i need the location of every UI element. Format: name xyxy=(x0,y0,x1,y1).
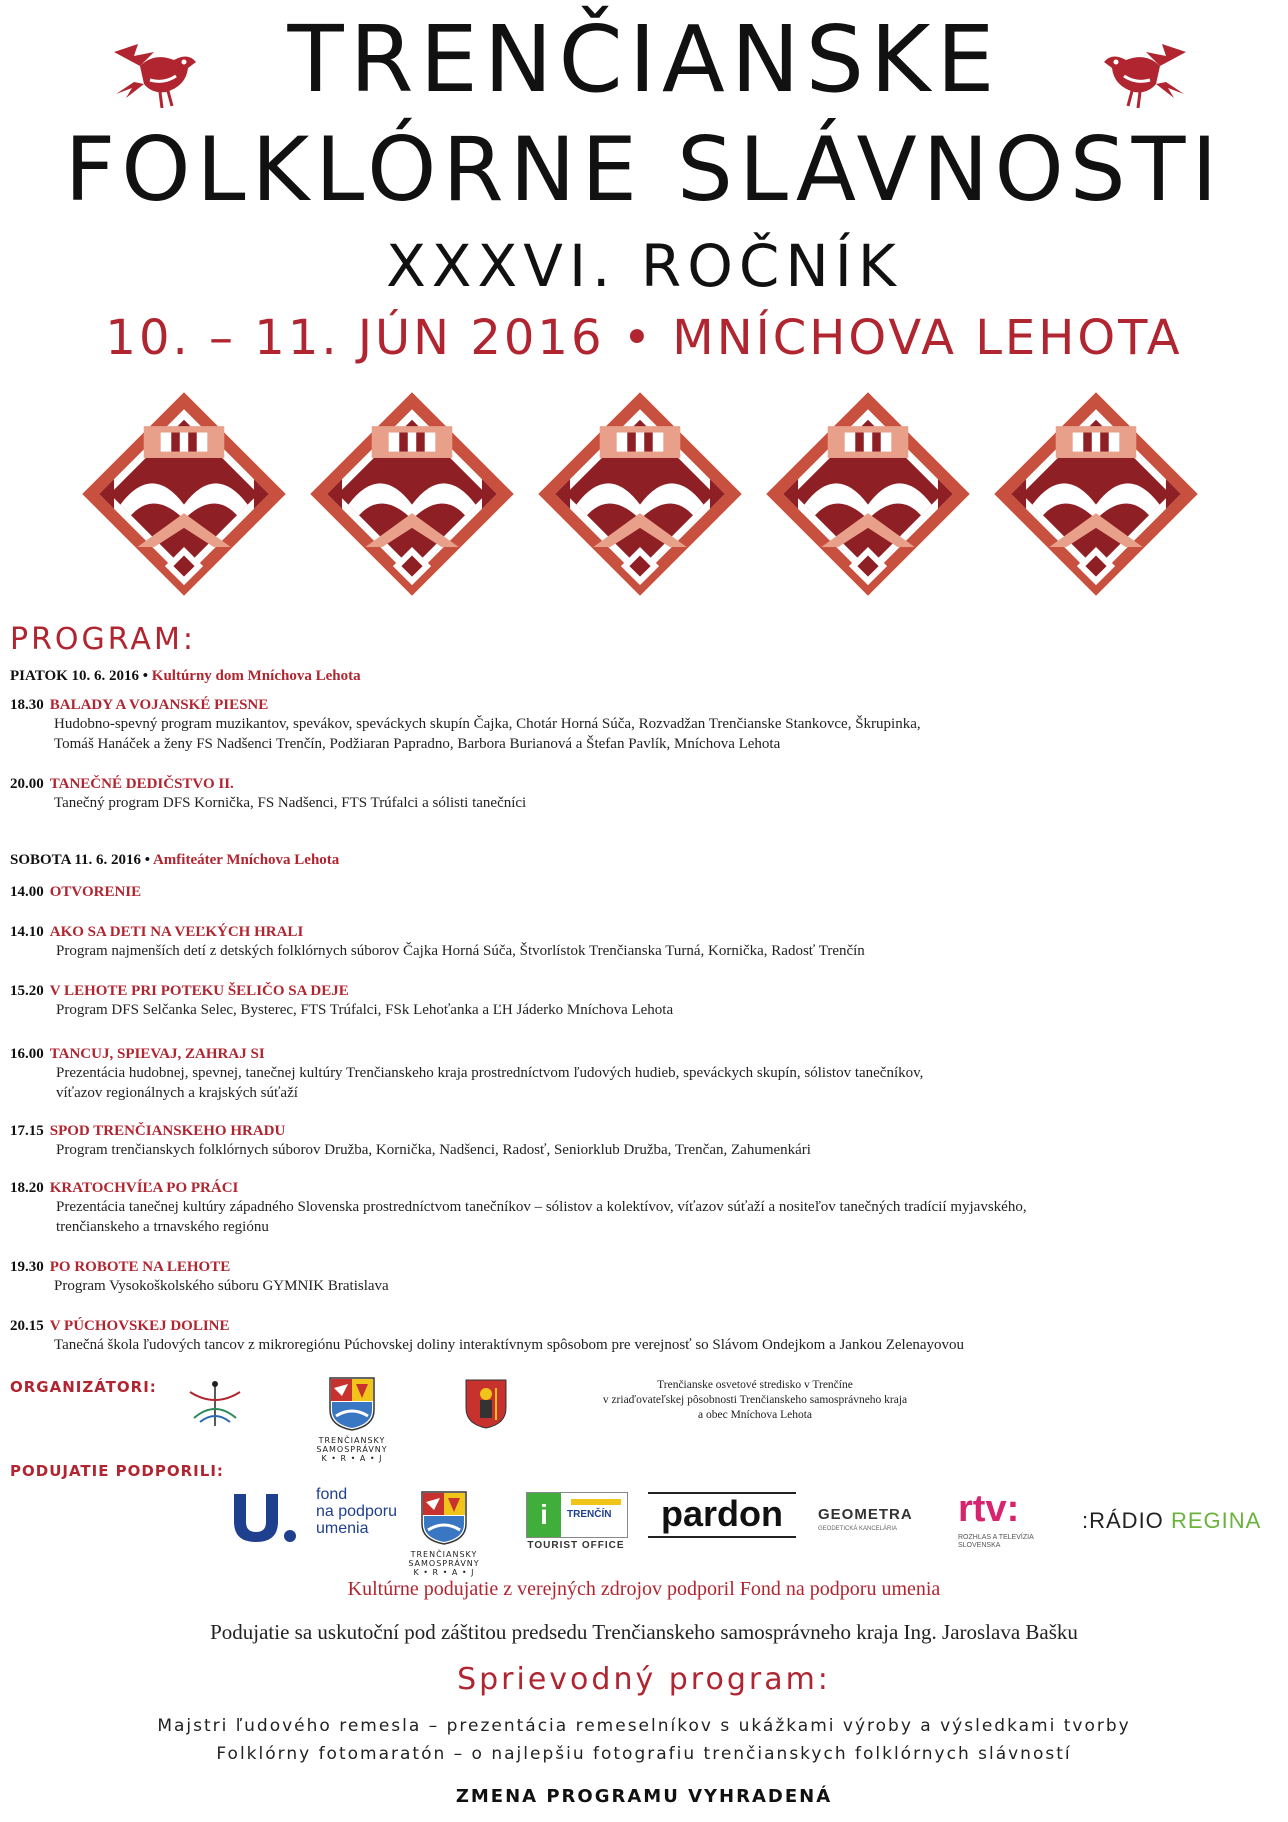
accompanying-heading: Sprievodný program: xyxy=(457,1662,831,1697)
geometra-logo: GEOMETRA xyxy=(818,1506,913,1523)
event-description: Tanečný program DFS Kornička, FS Nadšenci, FTS Trúfalci a sólisti tanečníci xyxy=(54,795,527,811)
event-description: Program najmenších detí z detských folklórnych súborov Čajka Horná Súča, Štvorlístok Trenčianska Turná, Kornička, Radosť Trenčín xyxy=(56,943,865,959)
tsk-caption xyxy=(408,1550,480,1577)
organizers-text-line: a obec Mníchova Lehota xyxy=(698,1409,812,1421)
event-time: 18.30 xyxy=(10,697,44,713)
event-name: V PÚCHOVSKEJ DOLINE xyxy=(49,1318,230,1334)
event-name: PO ROBOTE NA LEHOTE xyxy=(49,1259,231,1275)
fond-text-line: fond xyxy=(316,1486,348,1503)
rtv-subtitle-line: ROZHLAS A TELEVÍZIA xyxy=(958,1534,1034,1541)
rtv-logo: rtv: xyxy=(958,1488,1020,1530)
geometra-subtitle: GEODETICKÁ KANCELÁRIA xyxy=(818,1526,898,1532)
radio-prefix: RÁDIO xyxy=(1089,1508,1164,1533)
date-place: 10. – 11. JÚN 2016 • MNÍCHOVA LEHOTA xyxy=(105,310,1183,366)
event-time: 19.30 xyxy=(10,1259,44,1275)
tsk-caption-line: K • R • A • J xyxy=(321,1454,383,1463)
tos-logo-icon xyxy=(180,1378,250,1430)
title-line-1: TRENČIANSKE xyxy=(287,6,1001,113)
organizers-text-line: v zriaďovateľskej pôsobnosti Trenčianskeho samosprávneho kraja xyxy=(602,1394,908,1406)
event-description: Tanečná škola ľudových tancov z mikroregiónu Púchovskej doliny interaktívnym spôsobom pre verejnosť so Slávom Ondejkom a Jankou Zelenayovou xyxy=(54,1337,965,1353)
pardon-logo: pardon xyxy=(648,1492,796,1538)
tsk-coat-of-arms-icon xyxy=(420,1490,468,1546)
event-time: 18.20 xyxy=(10,1180,44,1196)
event-name: SPOD TRENČIANSKEHO HRADU xyxy=(49,1123,286,1139)
friday-header xyxy=(10,668,361,685)
tsk-caption-line: TRENČIANSKY xyxy=(410,1550,478,1559)
folk-ornament-row xyxy=(78,388,1210,600)
fond-text-line: umenia xyxy=(316,1520,369,1537)
title-line-2: FOLKLÓRNE SLÁVNOSTI xyxy=(64,118,1224,221)
event-description: víťazov regionálnych a krajských súťaží xyxy=(56,1085,298,1101)
event-time: 14.00 xyxy=(10,884,44,900)
event-description: Program Vysokoškolského súboru GYMNIK Bratislava xyxy=(54,1278,389,1294)
fond-logo-text xyxy=(316,1486,397,1537)
event-1715 xyxy=(10,1123,811,1160)
organizers-text xyxy=(585,1378,925,1423)
event-1520 xyxy=(10,983,673,1020)
event-description: Program trenčianskych folklórnych súborov Družba, Kornička, Nadšenci, Radosť, Seniorklub Družba, Trenčan, Zahumenkári xyxy=(56,1142,811,1158)
tourist-office-label: TOURIST OFFICE xyxy=(527,1540,625,1551)
radio-name: REGINA xyxy=(1170,1508,1262,1533)
fund-statement: Kultúrne podujatie z verejných zdrojov podporil Fond na podporu umenia xyxy=(347,1578,941,1600)
folk-ornament-icon xyxy=(534,388,746,600)
accompanying-item: Majstri ľudového remesla – prezentácia remeselníkov s ukážkami výroby a výsledkami tvorby xyxy=(157,1716,1131,1736)
tsk-caption xyxy=(316,1436,388,1463)
tsk-caption-line: SAMOSPRÁVNY xyxy=(408,1559,480,1568)
rtv-subtitle xyxy=(958,1534,1034,1550)
program-heading: PROGRAM: xyxy=(10,622,196,657)
event-name: BALADY A VOJANSKÉ PIESNE xyxy=(49,697,269,713)
event-description: Prezentácia tanečnej kultúry západného Slovenska prostredníctvom tanečníkov – sólistov a kolektívov, víťazov súťaží a nositeľov tanečných tradícií myjavského, xyxy=(56,1199,1027,1215)
edition-label: XXXVI. ROČNÍK xyxy=(386,232,902,300)
trencin-label: TRENČÍN xyxy=(567,1509,612,1520)
tsk-caption-line: TRENČIANSKY xyxy=(318,1436,386,1445)
event-time: 16.00 xyxy=(10,1046,44,1062)
event-name: KRATOCHVÍĽA PO PRÁCI xyxy=(49,1180,239,1196)
event-time: 20.00 xyxy=(10,776,44,792)
auspices-statement: Podujatie sa uskutoční pod záštitou predsedu Trenčianskeho samosprávneho kraja Ing. Jaroslava Bašku xyxy=(210,1620,1078,1644)
organizers-label: ORGANIZÁTORI: xyxy=(10,1378,157,1396)
mnichova-lehota-coat-of-arms-icon xyxy=(464,1378,508,1430)
event-description: Hudobno-spevný program muzikantov, spevákov, speváckych skupín Čajka, Chotár Horná Súča, Rozvadžan Trenčianske Stankovce, Škrupinka, xyxy=(54,716,921,732)
event-description: trenčianskeho a trnavského regiónu xyxy=(56,1219,269,1235)
event-name: AKO SA DETI NA VEĽKÝCH HRALI xyxy=(49,924,304,940)
event-time: 20.15 xyxy=(10,1318,44,1334)
friday-venue: Kultúrny dom Mníchova Lehota xyxy=(151,668,361,684)
event-time: 17.15 xyxy=(10,1123,44,1139)
event-1820 xyxy=(10,1180,1027,1237)
event-1600 xyxy=(10,1046,923,1103)
event-1830 xyxy=(10,697,921,754)
folk-ornament-icon xyxy=(78,388,290,600)
friday-day: PIATOK 10. 6. 2016 • xyxy=(10,668,149,684)
event-description: Prezentácia hudobnej, spevnej, tanečnej kultúry Trenčianskeho kraja prostredníctvom ľudových hudieb, speváckych skupín, sólistov tanečníkov, xyxy=(56,1065,924,1081)
event-2015 xyxy=(10,1318,964,1355)
tsk-caption-line: SAMOSPRÁVNY xyxy=(316,1445,388,1454)
radio-dots-icon: : xyxy=(1082,1508,1090,1533)
event-1400 xyxy=(10,884,141,901)
event-name: OTVORENIE xyxy=(49,884,142,900)
event-time: 14.10 xyxy=(10,924,44,940)
tsk-caption-line: K • R • A • J xyxy=(413,1568,475,1577)
folk-ornament-icon xyxy=(990,388,1202,600)
event-1930 xyxy=(10,1259,389,1296)
event-name: TANCUJ, SPIEVAJ, ZAHRAJ SI xyxy=(49,1046,265,1062)
event-1410 xyxy=(10,924,865,961)
supporters-label: PODUJATIE PODPORILI: xyxy=(10,1462,224,1480)
event-time: 15.20 xyxy=(10,983,44,999)
event-2000 xyxy=(10,776,526,813)
trencin-tourist-logo xyxy=(526,1492,628,1538)
radio-regina-logo xyxy=(1082,1508,1261,1534)
folk-ornament-icon xyxy=(306,388,518,600)
fond-text-line: na podporu xyxy=(316,1503,397,1520)
folk-ornament-icon xyxy=(762,388,974,600)
program-change-notice: ZMENA PROGRAMU VYHRADENÁ xyxy=(455,1786,833,1807)
saturday-header xyxy=(10,852,339,869)
fond-u-icon xyxy=(226,1486,306,1550)
rtv-subtitle-line: SLOVENSKA xyxy=(958,1542,1001,1549)
saturday-venue: Amfiteáter Mníchova Lehota xyxy=(152,852,340,868)
tsk-coat-of-arms-icon xyxy=(328,1376,376,1432)
info-i-icon: i xyxy=(527,1493,561,1537)
organizers-text-line: Trenčianske osvetové stredisko v Trenčíne xyxy=(657,1379,853,1391)
event-name: V LEHOTE PRI POTEKU ŠELIČO SA DEJE xyxy=(49,983,349,999)
fond-logo xyxy=(226,1486,306,1550)
tourist-stripe-icon xyxy=(571,1499,621,1505)
accompanying-item: Folklórny fotomaratón – o najlepšiu fotografiu trenčianskych folklórnych slávností xyxy=(216,1744,1072,1764)
event-description: Program DFS Selčanka Selec, Bysterec, FTS Trúfalci, FSk Lehoťanka a ĽH Jáderko Mníchova Lehota xyxy=(56,1002,674,1018)
event-description: Tomáš Hanáček a ženy FS Nadšenci Trenčín, Podžiaran Papradno, Barbora Burianová a Štefan Pavlík, Mníchova Lehota xyxy=(54,736,781,752)
event-name: TANEČNÉ DEDIČSTVO II. xyxy=(49,776,234,792)
saturday-day: SOBOTA 11. 6. 2016 • xyxy=(10,852,151,868)
